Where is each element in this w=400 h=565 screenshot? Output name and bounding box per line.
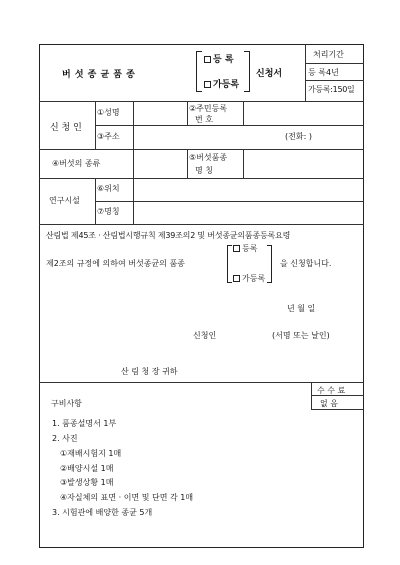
addressee: 산 림 청 장 귀하	[121, 367, 178, 376]
processing-provisional: 가등록:150일	[308, 85, 355, 94]
signature-label: (서명 또는 날인)	[272, 331, 330, 340]
attachments-title: 구비사항	[51, 399, 82, 408]
form-title-right: 신청서	[256, 69, 283, 79]
option-register[interactable]: 등 록	[204, 52, 234, 65]
variety-label: ⑤버섯품종	[189, 153, 228, 162]
attachment-item: ①재배시험지 1매	[60, 449, 122, 458]
divider	[95, 201, 364, 202]
reg-no-label-2: 번 호	[195, 115, 213, 124]
divider	[133, 101, 134, 149]
divider	[187, 149, 188, 178]
applicant-sign-label: 신청인	[193, 331, 217, 340]
divider	[95, 178, 96, 224]
checkbox-icon	[204, 56, 211, 63]
processing-register: 등 록4년	[308, 68, 339, 77]
location-label: ⑥위치	[97, 184, 120, 193]
divider	[243, 149, 244, 178]
bracket-right-icon	[244, 51, 250, 92]
divider	[39, 382, 364, 383]
divider	[305, 80, 364, 81]
facility-name-label: ⑦명칭	[97, 207, 120, 216]
attachment-item: ③발생상황 1매	[60, 478, 114, 487]
attachment-item: ④자실체의 표면 · 이면 및 단면 각 1매	[60, 493, 194, 502]
mushroom-kind-label: ④버섯의 종류	[52, 159, 101, 168]
divider	[95, 101, 96, 149]
facility-group-label: 연구시설	[49, 196, 80, 205]
bracket-left-icon	[196, 51, 202, 92]
fee-label: 수 수 료	[317, 386, 346, 395]
name-label: ①성명	[97, 108, 120, 117]
checkbox-icon	[233, 275, 240, 282]
divider	[95, 125, 364, 126]
reg-no-label: ②주민등록	[189, 104, 228, 113]
checkbox-icon	[204, 81, 211, 88]
divider	[133, 149, 134, 178]
statement-option-provisional[interactable]: 가등록	[233, 273, 265, 284]
divider	[305, 63, 364, 64]
option-provisional[interactable]: 가등록	[204, 77, 239, 90]
attachment-item: 2. 사진	[52, 434, 78, 443]
divider	[133, 178, 134, 224]
attachment-item: ②배양시설 1매	[60, 464, 114, 473]
divider	[305, 44, 306, 101]
address-label: ③주소	[97, 132, 120, 141]
bracket-left-icon	[227, 245, 232, 283]
applicant-group-label: 신 청 인	[50, 123, 82, 133]
divider	[311, 382, 312, 409]
divider	[39, 178, 364, 179]
divider	[311, 409, 364, 410]
processing-label: 처리기간	[313, 50, 344, 59]
phone-label: (전화: )	[285, 132, 312, 141]
divider	[39, 224, 364, 225]
divider	[187, 101, 188, 125]
form-title-left: 버 섯 종 균 품 종	[62, 70, 136, 80]
divider	[243, 101, 244, 125]
bracket-right-icon	[267, 245, 272, 283]
divider	[39, 149, 364, 150]
variety-label-2: 명 칭	[195, 166, 213, 175]
date-line: 년 월 일	[287, 304, 316, 313]
statement-line-1: 산림법 제45조 · 산림법시행규칙 제39조의2 및 버섯종균의품종등록요령	[46, 231, 291, 240]
checkbox-icon	[233, 245, 240, 252]
statement-line-2: 제2조의 규정에 의하여 버섯종균의 품종	[46, 259, 185, 268]
statement-option-register[interactable]: 등록	[233, 243, 257, 254]
divider	[39, 101, 364, 102]
statement-line-2-suffix: 을 신청합니다.	[280, 259, 332, 268]
fee-value: 없 음	[320, 399, 338, 408]
attachment-item: 3. 시험관에 배양한 종균 5개	[52, 508, 153, 517]
attachment-item: 1. 품종설명서 1부	[52, 419, 117, 428]
